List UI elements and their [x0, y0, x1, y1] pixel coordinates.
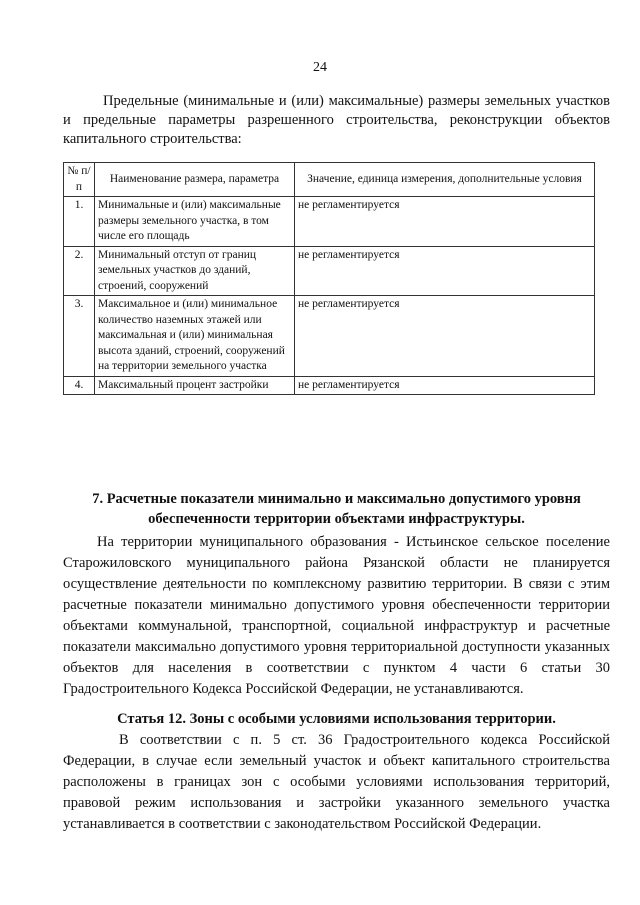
row-name: Максимальное и (или) минимальное количество наземных этажей или максимальная и (или) минимальная высота зданий, строений, сооружений на территории земельного участка [95, 296, 295, 377]
parameters-table [63, 162, 595, 395]
table-header-row [64, 163, 595, 197]
row-value: не регламентируется [295, 246, 595, 296]
row-name: Минимальные и (или) максимальные размеры земельного участка, в том числе его площадь [95, 197, 295, 247]
table-row [64, 197, 595, 247]
header-num: № п/п [64, 163, 95, 197]
row-name: Минимальный отступ от границ земельных участков до зданий, строений, сооружений [95, 246, 295, 296]
row-num: 3. [64, 296, 95, 377]
header-value: Значение, единица измерения, дополнительные условия [295, 163, 595, 197]
row-value: не регламентируется [295, 296, 595, 377]
row-name: Максимальный процент застройки [95, 376, 295, 395]
table-row [64, 376, 595, 395]
row-num: 2. [64, 246, 95, 296]
row-value: не регламентируется [295, 376, 595, 395]
section-7-title: 7. Расчетные показатели минимально и максимально допустимого уровня обеспеченности территории объектами инфраструктуры. [92, 491, 581, 527]
article-12-title: Статья 12. Зоны с особыми условиями использования территории. [117, 711, 556, 727]
table-row [64, 246, 595, 296]
header-name: Наименование размера, параметра [95, 163, 295, 197]
table-row [64, 296, 595, 377]
section-7-body: На территории муниципального образования - Истьинское сельское поселение Старожиловского муниципального района Рязанской области не планируется осуществление деятельности по комплексному развитию территории. В связи с этим расчетные показатели минимально допустимого уровня обеспеченности территории объектами коммунальной, транспортной, социальной инфраструктур и расчетные показатели максимально допустимого уровня территориальной доступности указанных объектов для населения в соответствии с пунктом 4 части 6 статьи 30 Градостроительного Кодекса Российской Федерации, не устанавливаются. [63, 534, 610, 697]
article-12-body: В соответствии с п. 5 ст. 36 Градостроительного кодекса Российской Федерации, в случае если земельный участок и объект капитального строительства расположены в границах зон с особыми условиями использования территорий, правовой режим использования и застройки указанного земельного участка устанавливается в соответствии с законодательством Российской Федерации. [63, 732, 610, 832]
row-num: 4. [64, 376, 95, 395]
row-value: не регламентируется [295, 197, 595, 247]
row-num: 1. [64, 197, 95, 247]
intro-paragraph: Предельные (минимальные и (или) максимальные) размеры земельных участков и предельные параметры разрешенного строительства, реконструкции объектов капитального строительства: [63, 93, 610, 147]
page-number: 24 [313, 60, 327, 75]
